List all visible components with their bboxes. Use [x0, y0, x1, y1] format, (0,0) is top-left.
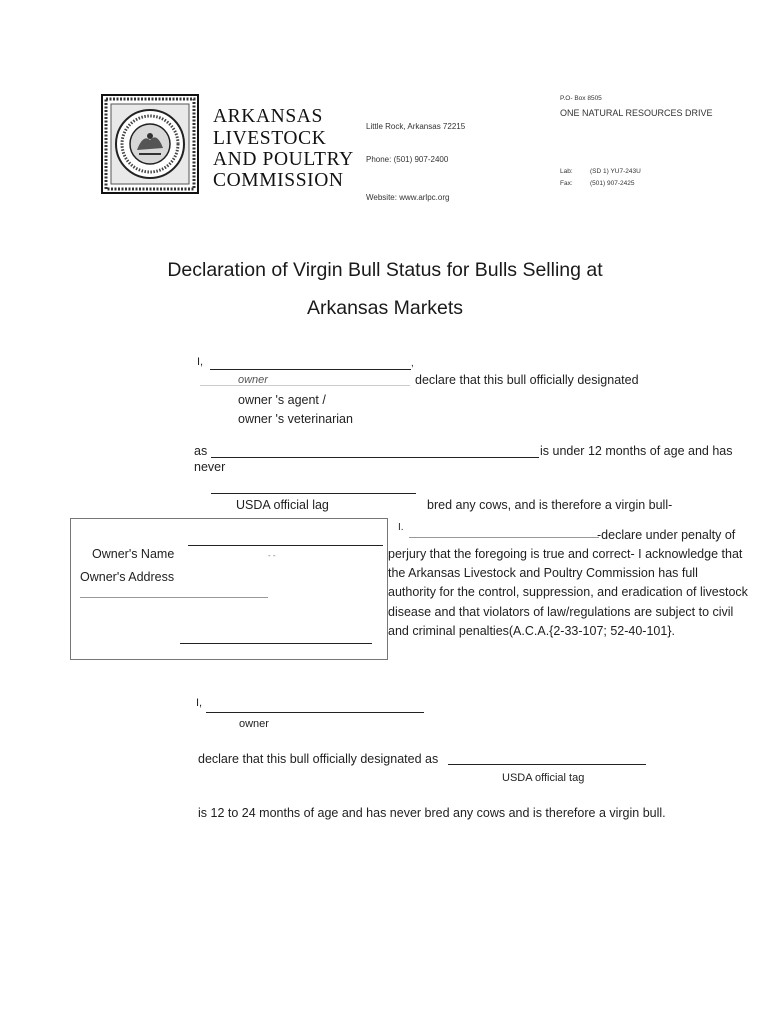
- seal-icon: [103, 96, 197, 192]
- tag-blank-1[interactable]: [211, 457, 539, 458]
- usda-official-tag-label: USDA official lag: [236, 498, 329, 512]
- vet-role-label: owner 's veterinarian: [238, 412, 353, 426]
- perjury-i-prefix: I.: [398, 522, 404, 533]
- header-street: ONE NATURAL RESOURCES DRIVE: [560, 108, 713, 118]
- owner-address-label: Owner's Address: [80, 570, 175, 584]
- section2-owner-label: owner: [239, 718, 269, 730]
- header-city: Little Rock, Arkansas 72215: [366, 122, 466, 131]
- section2-declare-text: declare that this bull officially designated as: [198, 752, 439, 766]
- commission-seal: [101, 94, 199, 194]
- document-title-line-2: Arkansas Markets: [306, 297, 464, 319]
- section2-age-text: is 12 to 24 months of age and has never bred any cows and is therefore a virgin bull.: [198, 806, 666, 820]
- faint-divider: [200, 385, 410, 386]
- owner-address-line-2[interactable]: [180, 643, 372, 644]
- section1-comma: ,: [411, 358, 414, 369]
- org-name-line-2: LIVESTOCK: [213, 128, 327, 149]
- header-po-box: P.O- Box 8505: [560, 95, 602, 102]
- owner-signature-line[interactable]: [188, 545, 383, 546]
- owner-box-dash: - -: [268, 551, 276, 560]
- org-name-line-4: COMMISSION: [213, 170, 344, 191]
- section2-usda-label: USDA official tag: [502, 772, 585, 784]
- header-lab-value: (SD 1) YU7-243U: [590, 168, 641, 175]
- header-fax-label: Fax:: [560, 180, 573, 187]
- owner-info-box: [70, 518, 388, 660]
- declare-designated-text: declare that this bull officially designated: [415, 373, 639, 387]
- never-text: never: [194, 460, 226, 474]
- as-prefix: as: [194, 444, 208, 458]
- org-name-line-1: ARKANSAS: [213, 106, 323, 127]
- agent-role-label: owner 's agent /: [238, 393, 326, 407]
- owner-name-blank-2[interactable]: [206, 712, 424, 713]
- perjury-name-blank[interactable]: [409, 537, 599, 538]
- header-lab-label: Lab:: [560, 168, 573, 175]
- perjury-statement: perjury that the foregoing is true and correct- I acknowledge that the Arkansas Livestock and Poultry Commission has full authority for the control, suppression, and eradication of livestock disease and that violators of law/regulations are subject to civil and criminal penalties(A.C.A.{2-33-107; 52-40-101}.: [388, 547, 748, 638]
- section2-i-prefix: I,: [196, 697, 203, 709]
- header-fax-value: (501) 907-2425: [590, 180, 635, 187]
- usda-tag-blank[interactable]: [211, 493, 416, 494]
- owner-name-label: Owner's Name: [92, 547, 175, 561]
- owner-address-line-1[interactable]: [80, 597, 268, 598]
- tag-blank-2[interactable]: [448, 764, 646, 765]
- declare-penalty-text: -declare under penalty of: [597, 528, 736, 542]
- header-website: Website: www.arlpc.org: [366, 193, 450, 202]
- header-phone: Phone: (501) 907-2400: [366, 155, 449, 164]
- owner-name-blank-1[interactable]: [210, 369, 411, 370]
- under-12-months-text: is under 12 months of age and has: [540, 444, 733, 458]
- virgin-bull-text: bred any cows, and is therefore a virgin bull-: [427, 498, 673, 512]
- section1-i-prefix: I,: [197, 356, 204, 368]
- owner-role-label: owner: [238, 374, 268, 386]
- org-name-line-3: AND POULTRY: [213, 149, 354, 170]
- document-title-line-1: Declaration of Virgin Bull Status for Bulls Selling at: [167, 259, 603, 281]
